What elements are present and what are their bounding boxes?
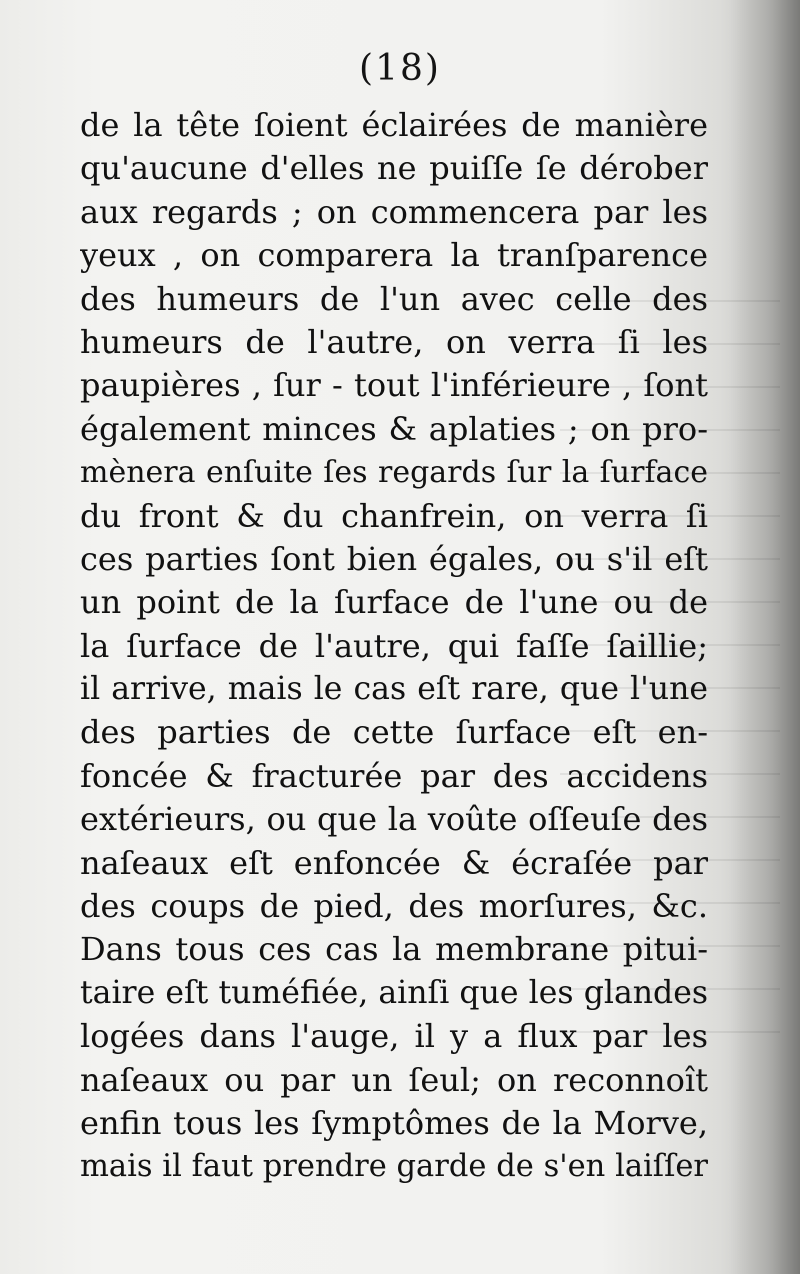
text-line: ces parties ſont bien égales, ou s'il eſt <box>80 539 708 578</box>
text-line: humeurs de l'autre, on verra ſi les <box>80 322 708 361</box>
text-line: des humeurs de l'un avec celle des <box>80 279 708 318</box>
text-line: du front & du chanfrein, on verra ſi <box>80 496 708 535</box>
text-line: il arrive, mais le cas eſt rare, que l'une <box>80 671 708 708</box>
text-line: de la tête ſoient éclairées de manière <box>80 106 708 144</box>
body-text <box>80 104 708 1189</box>
text-line: Dans tous ces cas la membrane pitui- <box>80 930 708 969</box>
text-line: foncée & fracturée par des accidens <box>80 756 708 795</box>
text-line: aux regards ; on commencera par les <box>80 192 708 231</box>
text-line: également minces & aplaties ; on pro- <box>80 409 708 448</box>
text-line: naſeaux eſt enfoncée & écraſée par <box>80 843 708 882</box>
text-line: enfin tous les ſymptômes de la Morve, <box>80 1103 708 1142</box>
text-line: mènera enſuite ſes regards ſur la ſurface <box>80 455 708 491</box>
text-line: naſeaux ou par un ſeul; on reconnoît <box>80 1060 708 1099</box>
text-line: des coups de pied, des morſures, &c. <box>80 887 708 926</box>
text-line: des parties de cette ſurface eſt en- <box>80 713 708 752</box>
text-line: mais il faut prendre garde de s'en laiſſer <box>80 1149 708 1185</box>
text-line: yeux , on comparera la tranſparence <box>80 236 708 275</box>
spine-shadow <box>730 0 800 1274</box>
text-line: extérieurs, ou que la voûte oſſeuſe des <box>80 800 708 839</box>
page-number: (18) <box>359 48 441 89</box>
text-line: taire eſt tuméfiée, ainſi que les glandes <box>80 974 708 1011</box>
text-line: logées dans l'auge, il y a flux par les <box>80 1017 708 1056</box>
text-line: un point de la ſurface de l'une ou de <box>80 583 708 622</box>
text-line: qu'aucune d'elles ne puiſſe ſe dérober <box>80 149 708 188</box>
text-line: paupières , ſur - tout l'inférieure , ſont <box>80 366 708 405</box>
text-line: la ſurface de l'autre, qui faſſe ſaillie; <box>80 626 708 665</box>
